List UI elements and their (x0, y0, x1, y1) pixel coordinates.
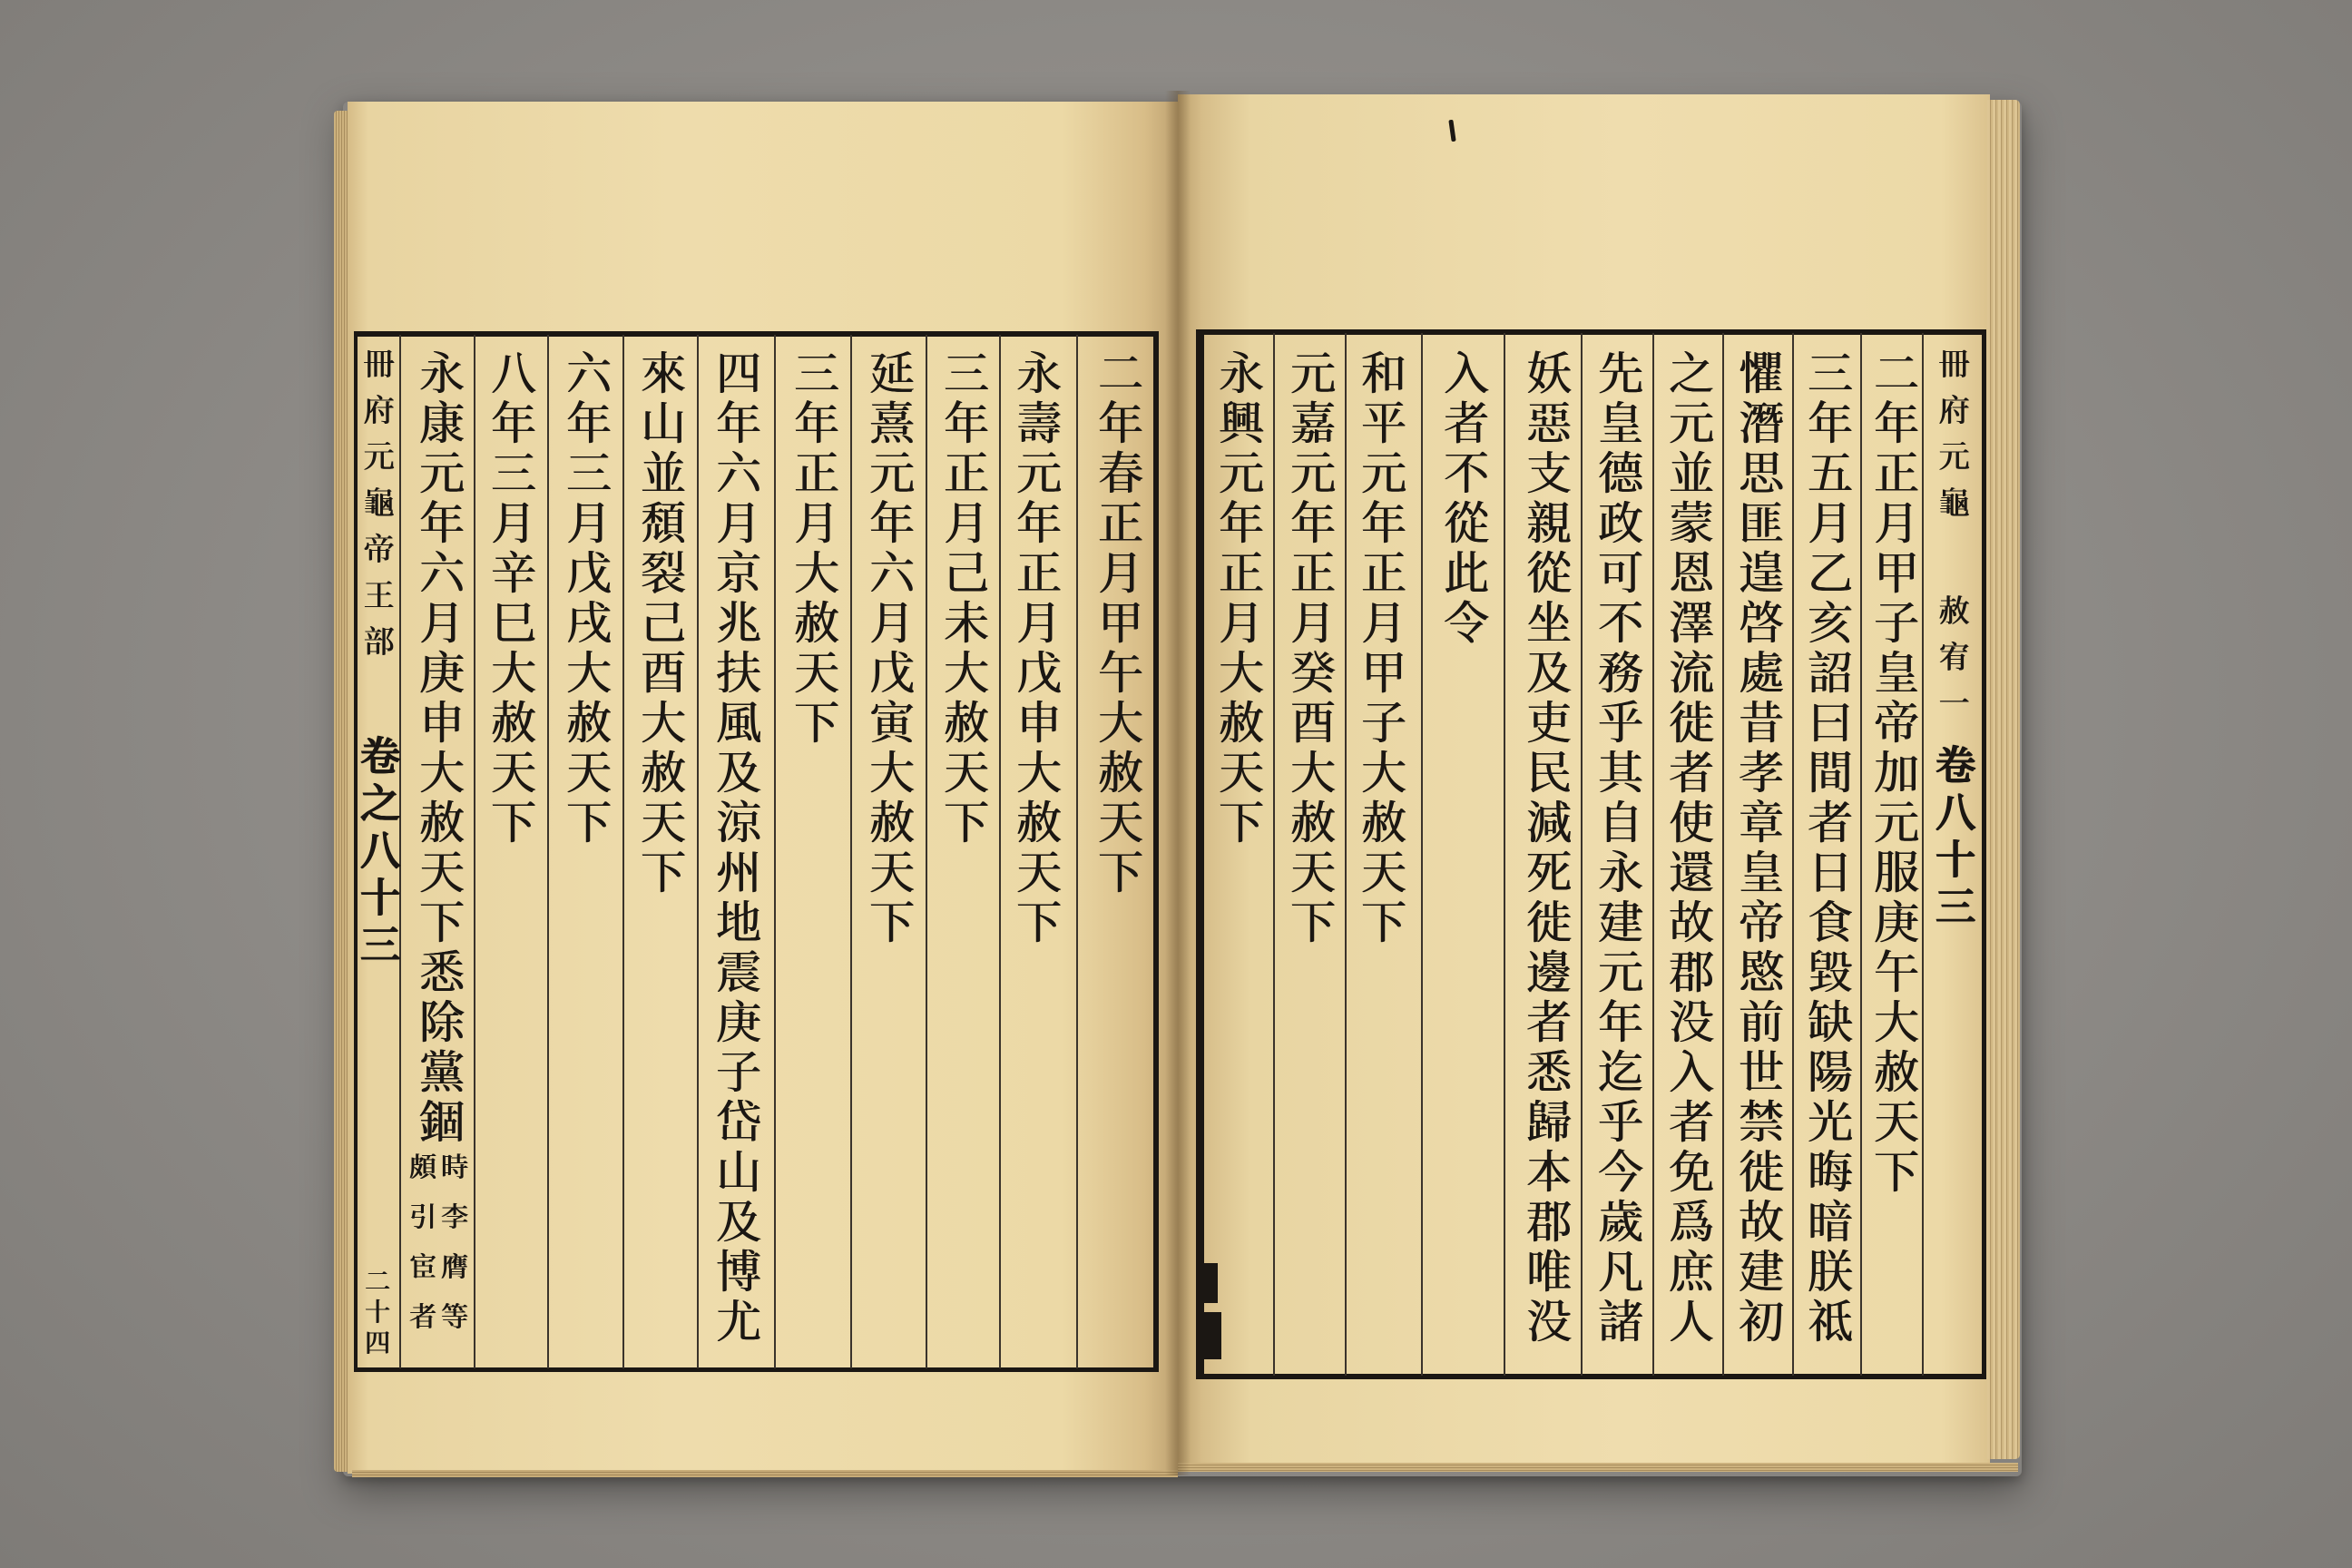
column-rule (1722, 333, 1724, 1376)
column-rule (1652, 333, 1654, 1376)
right-margin-title: 冊府元龜 (1933, 348, 1969, 533)
ink-block-mark (1198, 1312, 1221, 1359)
margin-strip-rule (399, 335, 401, 1368)
column-rule (1273, 333, 1275, 1376)
column-rule (1860, 333, 1862, 1376)
left-page-column-8: 六年三月戊戌大赦天下 (559, 349, 612, 848)
column-rule (1345, 333, 1347, 1376)
left-page-column-2: 永壽元年正月戊申大赦天下 (1009, 349, 1062, 948)
left-page-column-4: 延熹元年六月戊寅大赦天下 (862, 349, 915, 948)
margin-strip-rule (1922, 333, 1924, 1376)
right-page-column-10: 永興元年正月大赦天下 (1211, 349, 1264, 848)
right-page-column-5: 先皇德政可不務乎其自永建元年迄乎今歲凡諸 (1591, 349, 1643, 1348)
column-rule (1076, 335, 1078, 1368)
right-page-column-4: 之元並蒙恩澤流徙者使還故郡没入者免爲庶人 (1661, 349, 1714, 1348)
folio-number: 二十四 (361, 1268, 391, 1360)
left-page-column-6: 四年六月京兆扶風及涼州地震庚子岱山及博尤 (709, 349, 761, 1348)
column-rule (850, 335, 852, 1368)
interlinear-note-left: 頗引宦者 (404, 1152, 436, 1352)
right-page-column-6: 妖惡支親從坐及吏民減死徙邊者悉歸本郡唯没 (1519, 349, 1572, 1348)
column-rule (999, 335, 1001, 1368)
column-rule (547, 335, 549, 1368)
left-page-column-9: 八年三月辛巳大赦天下 (484, 349, 536, 848)
left-margin-title: 冊府元龜帝王部 (358, 348, 394, 671)
column-rule (474, 335, 475, 1368)
left-page-column-7: 來山並頹裂己酉大赦天下 (633, 349, 686, 898)
right-page-column-3: 懼潛思匪遑啓處昔孝章皇帝愍前世禁徙故建初 (1731, 349, 1784, 1348)
left-page-column-3: 三年正月己未大赦天下 (936, 349, 989, 848)
column-rule (1792, 333, 1794, 1376)
right-page-column-2: 三年五月乙亥詔曰間者日食毀缺陽光晦暗朕祗 (1800, 349, 1853, 1348)
page-stack-fore-edge (1987, 100, 2020, 1459)
column-rule (622, 335, 624, 1368)
page-stack-bottom-right (1178, 1463, 2018, 1472)
column-rule (1504, 333, 1505, 1376)
ink-block-mark (1198, 1263, 1218, 1303)
left-margin-volume: 卷之八十三 (353, 735, 399, 971)
right-page-column-7: 入者不從此令 (1436, 349, 1489, 649)
right-page-column-1: 二年正月甲子皇帝加元服庚午大赦天下 (1867, 349, 1919, 1198)
column-rule (1421, 333, 1423, 1376)
interlinear-note-right: 時李膺等 (436, 1152, 467, 1352)
column-rule (774, 335, 776, 1368)
page-stack-bottom-left (352, 1470, 1178, 1477)
column-rule (1581, 333, 1583, 1376)
right-margin-volume: 卷八十三 (1928, 744, 1975, 933)
column-rule (926, 335, 927, 1368)
left-page-column-1: 二年春正月甲午大赦天下 (1091, 349, 1143, 898)
column-rule (697, 335, 699, 1368)
left-page-column-10: 永康元年六月庚申大赦天下悉除黨錮 (412, 349, 465, 1148)
right-page-column-8: 和平元年正月甲子大赦天下 (1354, 349, 1406, 948)
right-page-column-9: 元嘉元年正月癸酉大赦天下 (1283, 349, 1336, 948)
left-page-column-5: 三年正月大赦天下 (787, 349, 839, 749)
book-gutter (1165, 91, 1191, 1475)
right-margin-section: 赦宥一 (1933, 594, 1969, 733)
